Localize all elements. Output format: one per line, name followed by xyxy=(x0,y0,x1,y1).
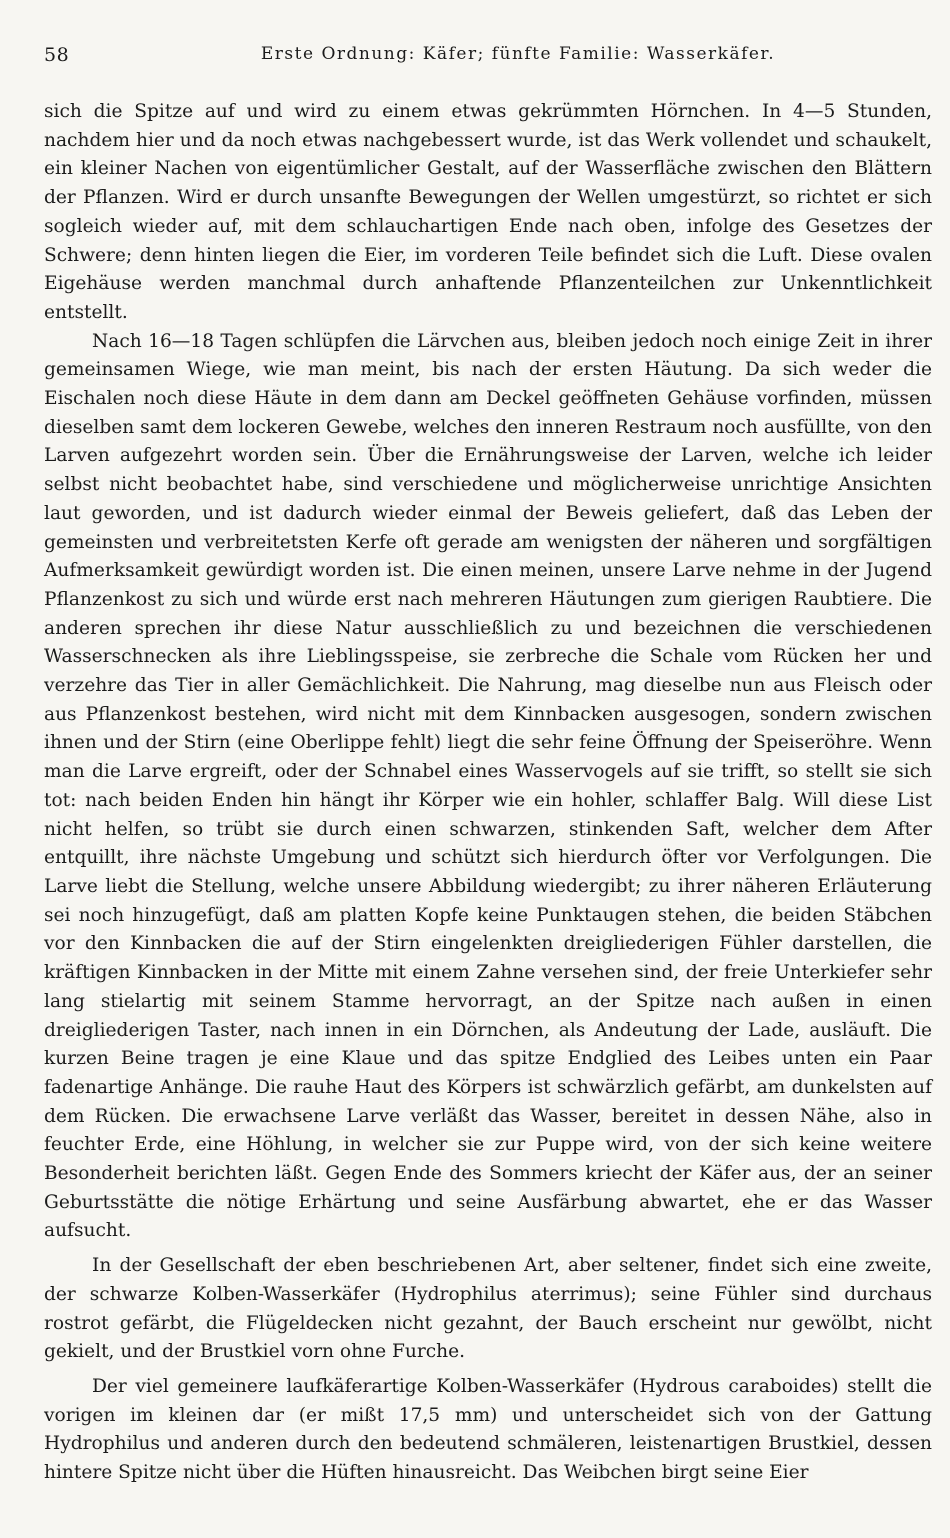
page-header xyxy=(44,44,932,84)
page-number: 58 xyxy=(44,44,70,66)
paragraph-larvae: Nach 16—18 Tagen schlüpfen die Lärvchen aus, bleiben jedoch noch einige Zeit in ihrer gemeinsamen Wiege, wie man meint, bis nach der ersten Häutung. Da sich weder die Eischalen noch diese Häute in dem dann am Deckel geöffneten Gehäuse vorfinden, müssen dieselben samt dem lockeren Gewebe, welches den inneren Restraum noch ausfüllte, von den Larven aufgezehrt worden sein. Über die Ernährungsweise der Larven, welche ich leider selbst nicht beobachtet habe, sind verschiedene und möglicherweise unrichtige Ansichten laut geworden, und ist dadurch wieder einmal der Beweis geliefert, daß das Leben der gemeinsten und verbreitetsten Kerfe oft gerade am wenigsten der näheren und sorgfältigen Aufmerksamkeit gewürdigt worden ist. Die einen meinen, unsere Larve nehme in der Jugend Pflanzenkost zu sich und würde erst nach mehreren Häutungen zum gierigen Raubtiere. Die anderen sprechen ihr diese Natur ausschließlich zu und bezeichnen die verschiedenen Wasserschnecken als ihre Lieblingsspeise, sie zerbreche die Schale vom Rücken her und verzehre das Tier in aller Gemächlichkeit. Die Nahrung, mag dieselbe nun aus Fleisch oder aus Pflanzenkost bestehen, wird nicht mit dem Kinnbacken ausgesogen, sondern zwischen ihnen und der Stirn (eine Oberlippe fehlt) liegt die sehr feine Öffnung der Speiseröhre. Wenn man die Larve ergreift, oder der Schnabel eines Wasservogels auf sie trifft, so stellt sie sich tot: nach beiden Enden hin hängt ihr Körper wie ein hohler, schlaffer Balg. Will diese List nicht helfen, so trübt sie durch einen schwarzen, stinkenden Saft, welcher dem After entquillt, ihre nächste Umgebung und schützt sich hierdurch öfter vor Verfolgungen. Die Larve liebt die Stellung, welche unsere Abbildung wiedergibt; zu ihrer näheren Erläuterung sei noch hinzugefügt, daß am platten Kopfe keine Punktaugen stehen, die beiden Stäbchen vor den Kinnbacken die auf der Stirn eingelenkten dreigliederigen Fühler darstellen, die kräftigen Kinnbacken in der Mitte mit einem Zahne versehen sind, der freie Unterkiefer sehr lang stielartig mit seinem Stamme hervorragt, an der Spitze nach außen in einen dreigliederigen Taster, nach innen in ein Dörnchen, als Andeutung der Lade, ausläuft. Die kurzen Beine tragen je eine Klaue und das spitze Endglied des Leibes unten ein Paar fadenartige Anhänge. Die rauhe Haut des Körpers ist schwärzlich gefärbt, am dunkelsten auf dem Rücken. Die erwachsene Larve verläßt das Wasser, bereitet in dessen Nähe, also in feuchter Erde, eine Höhlung, in welcher sie zur Puppe wird, von der sich keine weitere Besonderheit berichten läßt. Gegen Ende des Sommers kriecht der Käfer aus, der an seiner Geburtsstätte die nötige Erhärtung und seine Ausfärbung abwartet, ehe er das Wasser aufsucht. xyxy=(44,330,932,1242)
paragraph-hydrous-caraboides: Der viel gemeinere laufkäferartige Kolben-Wasserkäfer (Hydrous caraboides) stellt die vorigen im kleinen dar (er mißt 17,5 mm) und unterscheidet sich von der Gattung Hydrophilus und anderen durch den bedeutend schmäleren, leistenartigen Brustkiel, dessen hintere Spitze nicht über die Hüften hinausreicht. Das Weibchen birgt seine Eier xyxy=(44,1375,932,1484)
body-text xyxy=(44,98,932,1488)
paragraph-egg-case: sich die Spitze auf und wird zu einem etwas gekrümmten Hörnchen. In 4—5 Stunden, nachdem hier und da noch etwas nachgebessert wurde, ist das Werk vollendet und schaukelt, ein kleiner Nachen von eigentümlicher Gestalt, auf der Wasserfläche zwischen den Blättern der Pflanzen. Wird er durch unsanfte Bewegungen der Wellen umgestürzt, so richtet er sich sogleich wieder auf, mit dem schlauchartigen Ende nach oben, infolge des Gesetzes der Schwere; denn hinten liegen die Eier, im vorderen Teile befindet sich die Luft. Diese ovalen Eigehäuse werden manchmal durch anhaftende Pflanzenteilchen zur Unkenntlichkeit entstellt. xyxy=(44,101,932,323)
paragraph-black-water-beetle: In der Gesellschaft der eben beschriebenen Art, aber seltener, findet sich eine zweite, der schwarze Kolben-Wasserkäfer (Hydrophilus aterrimus); seine Fühler sind durchaus rostrot gefärbt, die Flügeldecken nicht gezahnt, der Bauch erscheint nur gewölbt, nicht gekielt, und der Brustkiel vorn ohne Furche. xyxy=(44,1255,932,1363)
running-head: Erste Ordnung: Käfer; fünfte Familie: Wasserkäfer. xyxy=(260,44,776,64)
